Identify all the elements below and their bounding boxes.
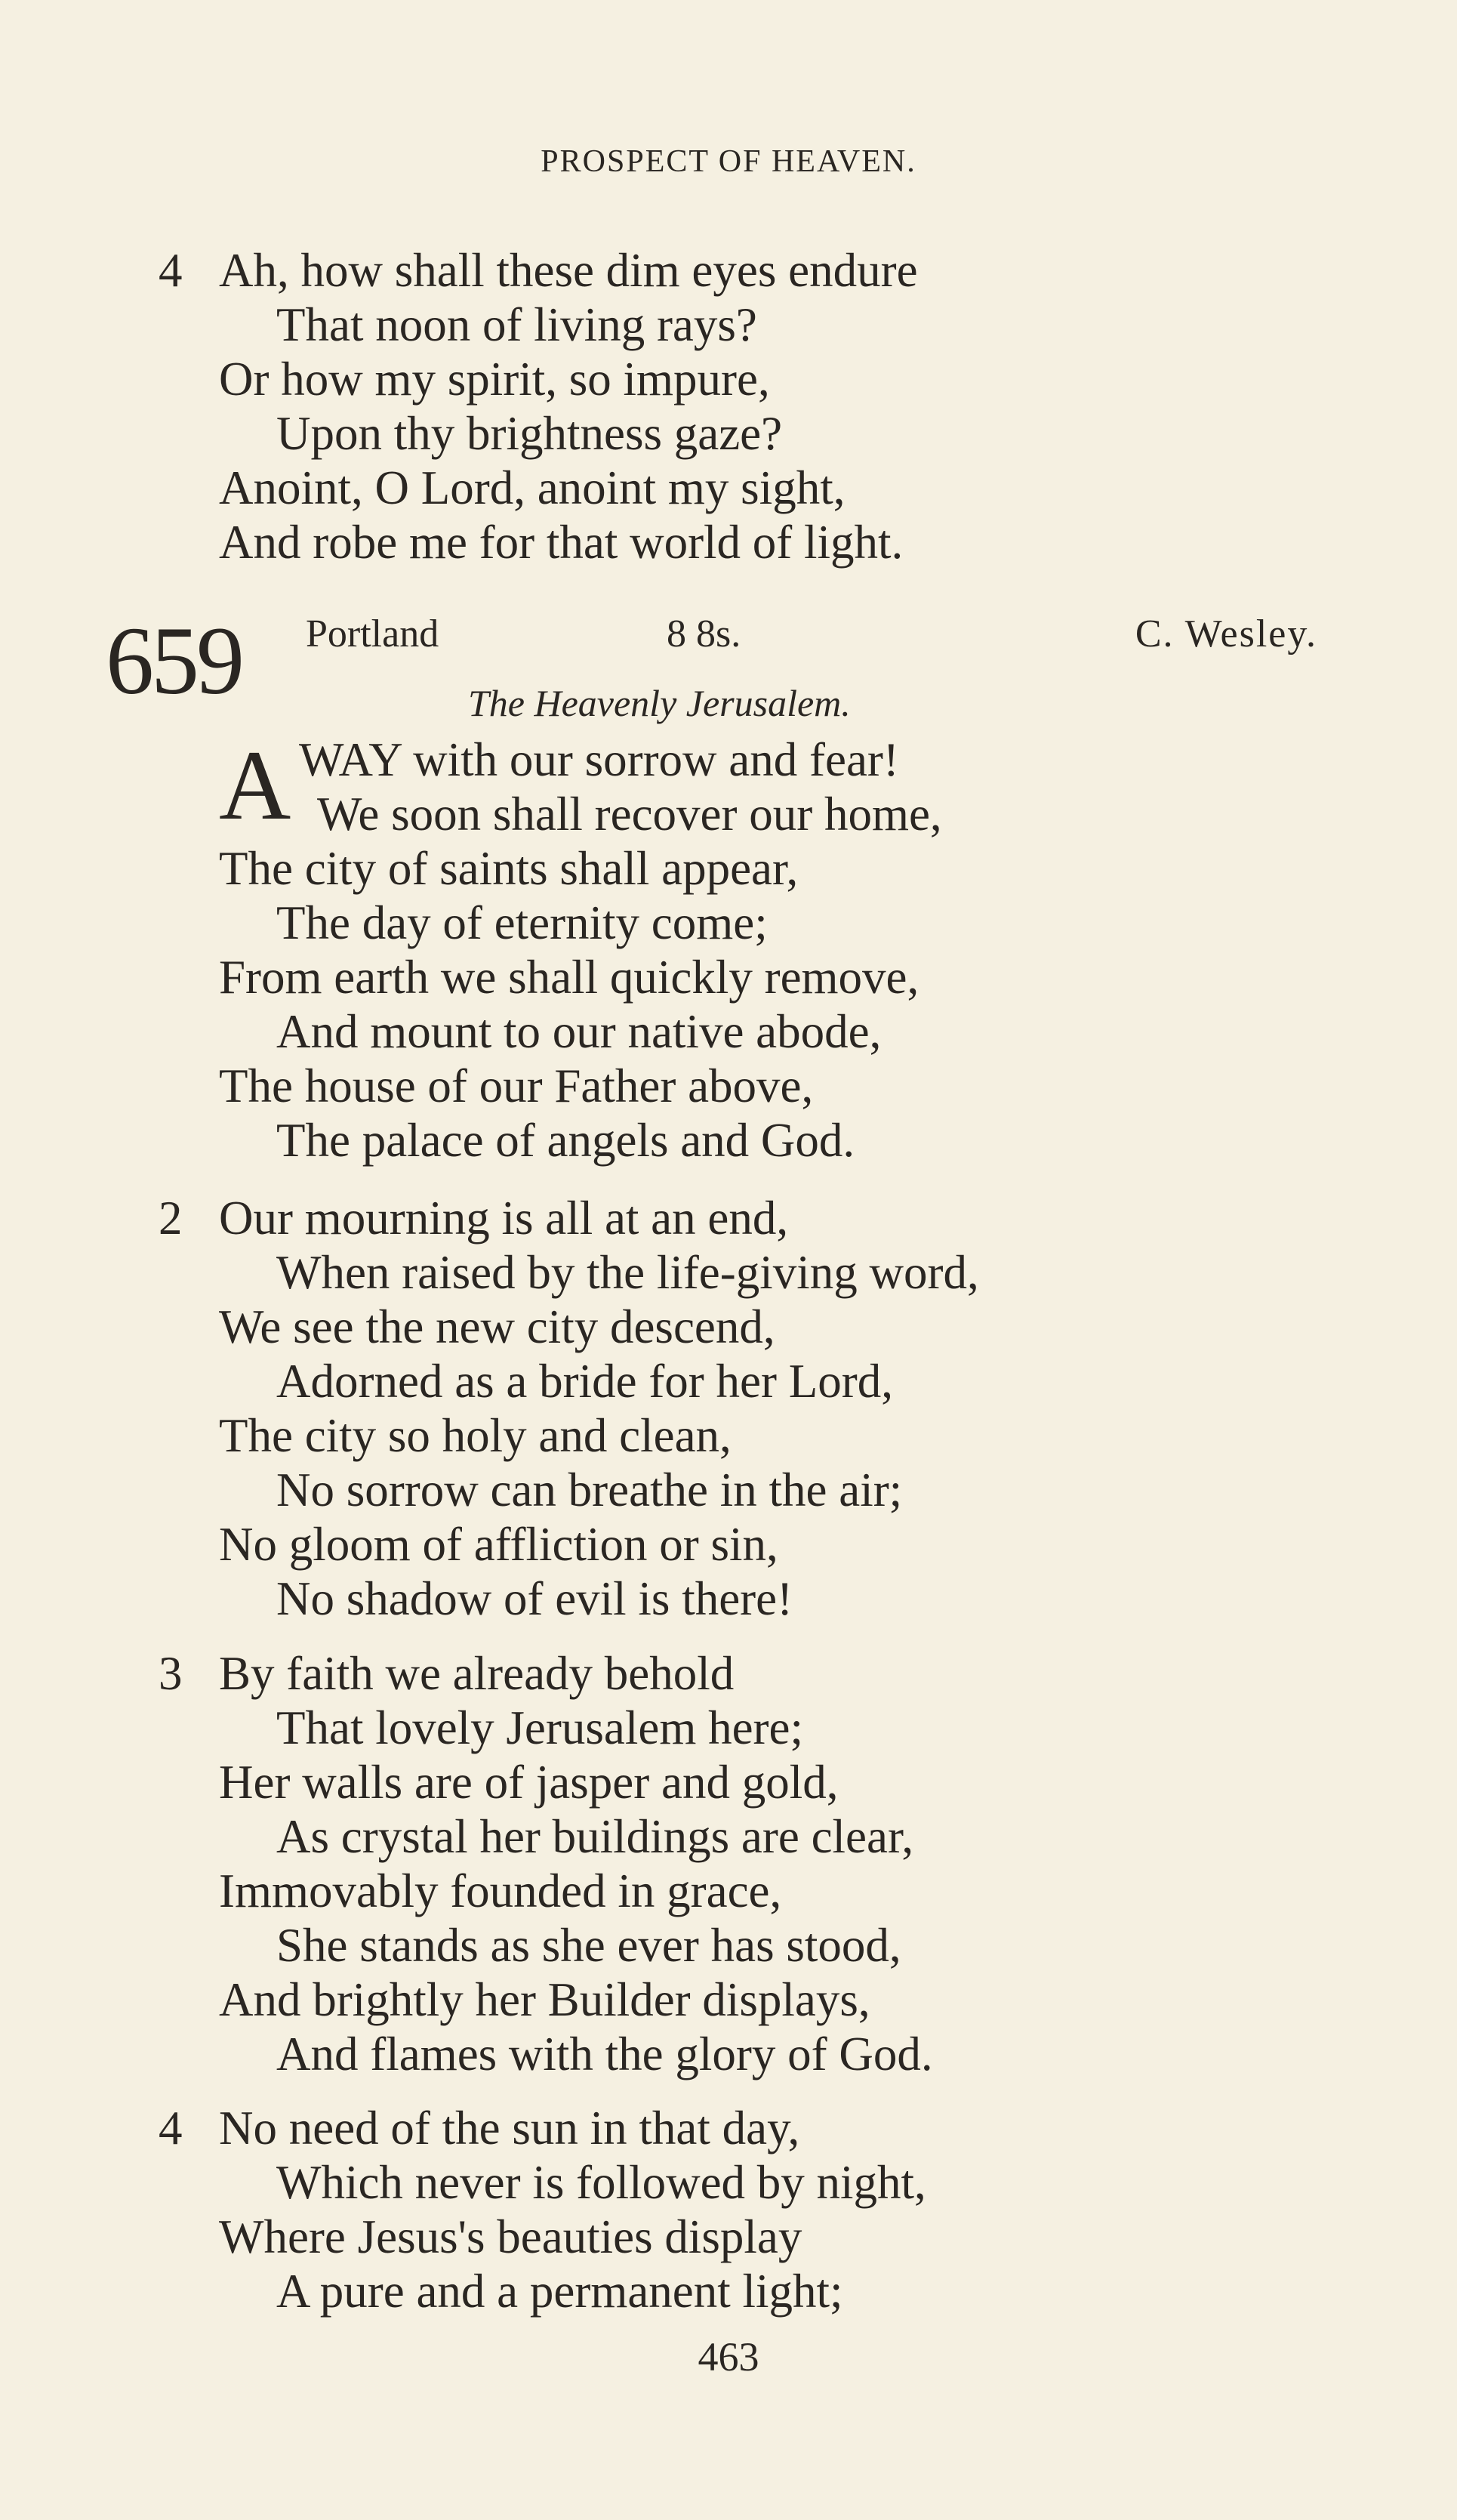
author: C. Wesley. (1135, 612, 1317, 655)
verse-line: And flames with the glory of God. (276, 2028, 933, 2080)
stanza-3 (159, 1646, 1276, 2081)
verse-line: Our mourning is all at an end, (219, 1192, 789, 1245)
tune-name: Portland (306, 612, 439, 655)
verse-line: Ah, how shall these dim eyes endure (219, 244, 918, 297)
prev-hymn-stanza (159, 243, 1276, 569)
verse-line: And mount to our native abode, (276, 1005, 882, 1058)
verse-line: Anoint, O Lord, anoint my sight, (219, 461, 846, 514)
verse-line: Or how my spirit, so impure, (219, 353, 770, 406)
verse-line: Her walls are of jasper and gold, (219, 1756, 839, 1809)
hymn-number: 659 (106, 607, 242, 714)
verse-line: We see the new city descend, (219, 1300, 775, 1353)
stanza-number: 2 (159, 1192, 183, 1245)
verse-line: No gloom of affliction or sin, (219, 1518, 778, 1571)
verse-line: As crystal her buildings are clear, (276, 1810, 914, 1863)
meter: 8 8s. (667, 612, 741, 655)
page-number: 463 (698, 2334, 759, 2380)
stanza-2 (159, 1191, 1276, 1626)
verse-line: The city of saints shall appear, (219, 842, 799, 895)
stanza-1 (219, 729, 1276, 1167)
stanza-4 (159, 2101, 1276, 2318)
stanza-number: 4 (159, 2102, 183, 2154)
stanza-number: 3 (159, 1647, 183, 1700)
verse-line: The palace of angels and God. (276, 1114, 855, 1167)
running-head: PROSPECT OF HEAVEN. (541, 144, 916, 179)
verse-line: No shadow of evil is there! (276, 1572, 793, 1625)
verse-line: That lovely Jerusalem here; (276, 1701, 803, 1754)
verse-line: That noon of living rays? (276, 298, 757, 351)
verse-line: The day of eternity come; (276, 896, 768, 949)
dropcap: A (219, 729, 291, 841)
verse-line: WAY with our sorrow and fear! (299, 733, 899, 786)
stanza-number: 4 (159, 244, 183, 297)
verse-line: And robe me for that world of light. (219, 516, 904, 569)
verse-line: Immovably founded in grace, (219, 1865, 782, 1917)
verse-line: No sorrow can breathe in the air; (276, 1464, 903, 1516)
verse-line: Adorned as a bride for her Lord, (276, 1355, 893, 1408)
verse-line: The house of our Father above, (219, 1060, 814, 1112)
verse-line: From earth we shall quickly remove, (219, 951, 919, 1004)
verse-line: We soon shall recover our home, (317, 788, 942, 841)
verse-line: And brightly her Builder displays, (219, 1973, 870, 2026)
verse-line: Which never is followed by night, (276, 2156, 926, 2209)
hymn-title: The Heavenly Jerusalem. (468, 682, 851, 724)
verse-line: A pure and a permanent light; (276, 2265, 843, 2318)
verse-line: She stands as she ever has stood, (276, 1919, 901, 1972)
verse-line: When raised by the life-giving word, (276, 1246, 979, 1299)
verse-line: Upon thy brightness gaze? (276, 407, 783, 460)
verse-line: No need of the sun in that day, (219, 2102, 800, 2154)
verse-line: Where Jesus's beauties display (219, 2210, 802, 2263)
verse-line: By faith we already behold (219, 1647, 735, 1700)
verse-line: The city so holy and clean, (219, 1409, 732, 1462)
dropcap-block (219, 729, 1276, 841)
